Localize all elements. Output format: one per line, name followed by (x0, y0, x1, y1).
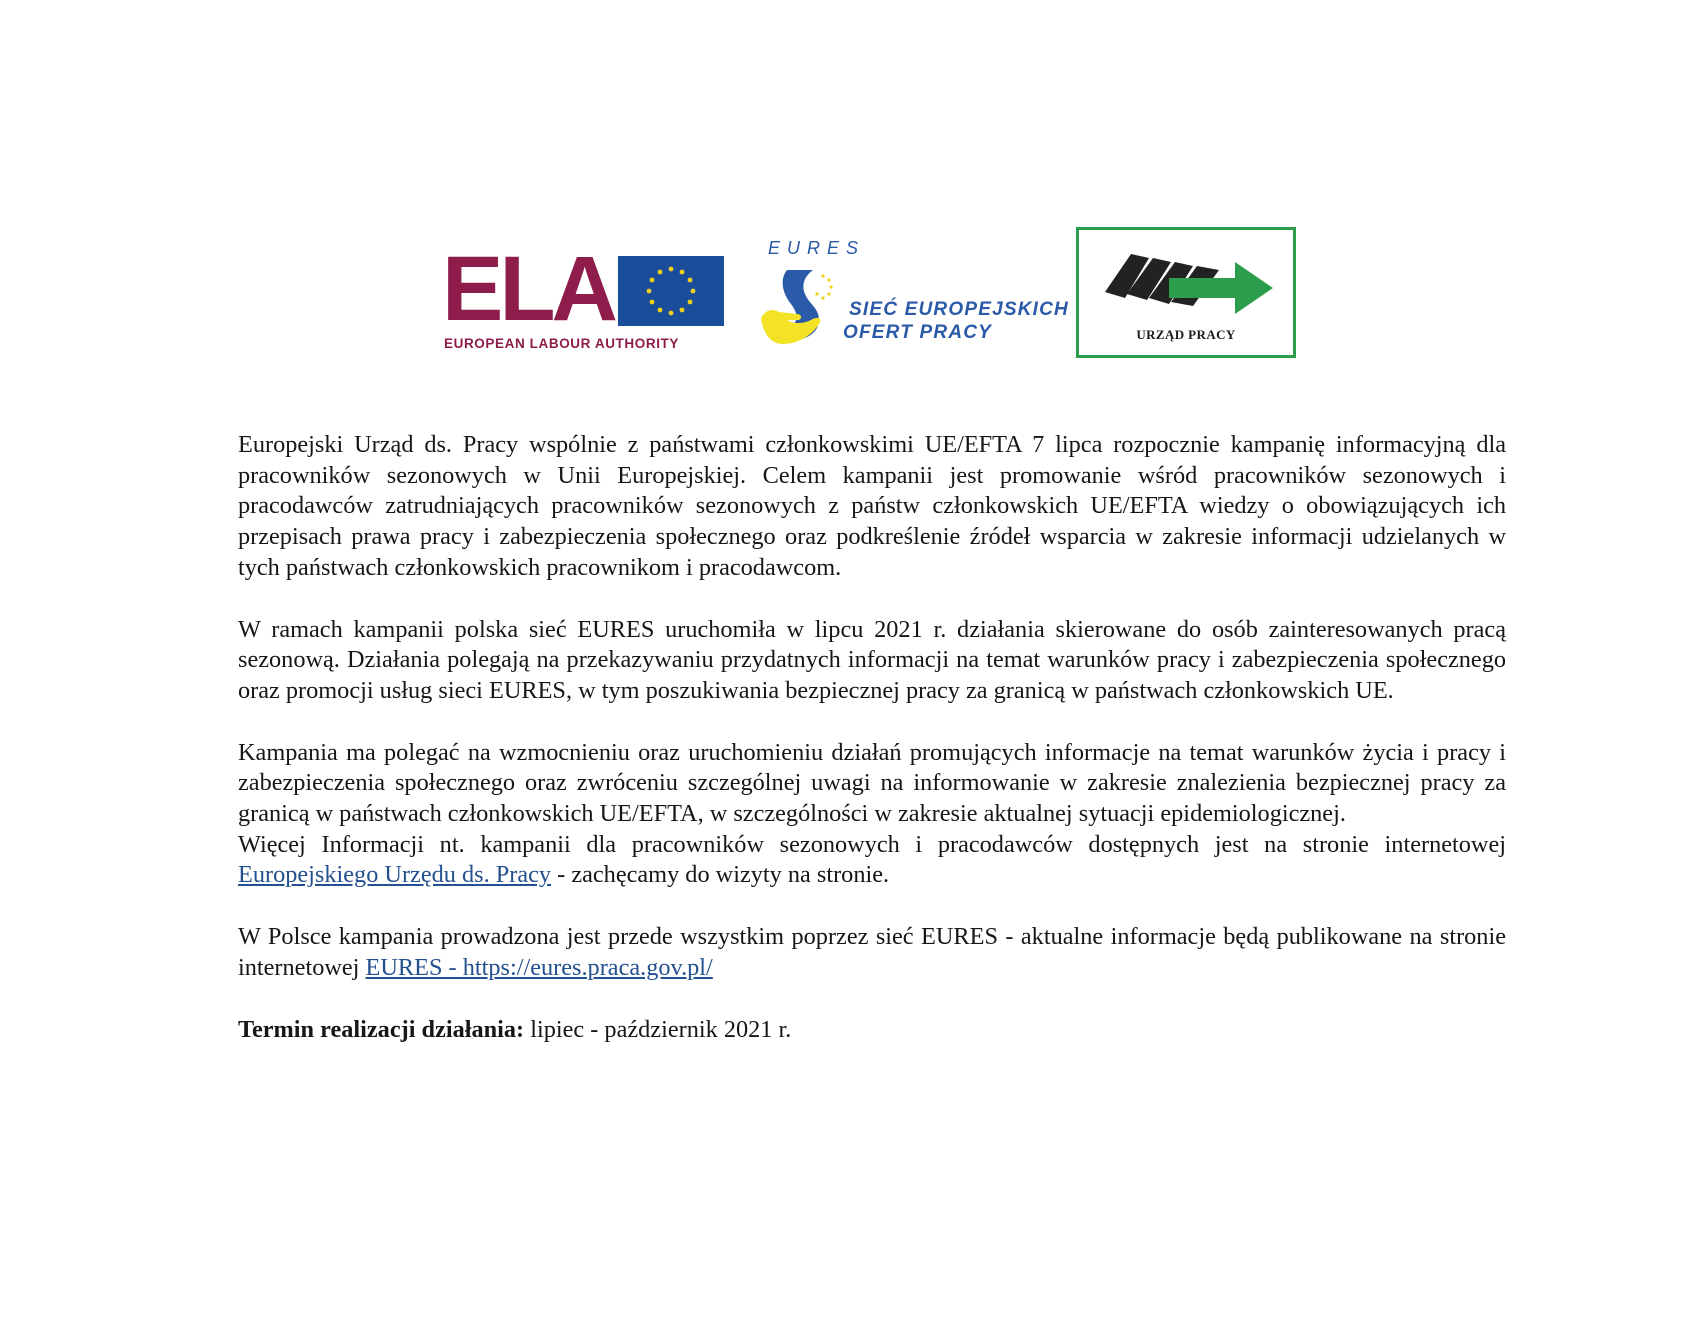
paragraph-eures-actions: W ramach kampanii polska sieć EURES uruchomiła w lipcu 2021 r. działania skierowane do osób zainteresowanych pracą sezonową. Działania polegają na przekazywaniu przydatnych informacji na temat warunków pracy i zabezpieczenia społecznego oraz promocji usług sieci EURES, w tym poszukiwania bezpiecznej pracy za granicą w państwach członkowskich UE. (238, 615, 1506, 704)
more-info-text: Więcej Informacji nt. kampanii dla pracowników sezonowych i pracodawców dostępnych jest na stronie internetowej (238, 830, 1506, 858)
paragraph-term (238, 1015, 1506, 1046)
eures-website-link[interactable]: EURES - https://eures.praca.gov.pl/ (365, 953, 713, 981)
paragraph-intro: Europejski Urząd ds. Pracy wspólnie z państwami członkowskimi UE/EFTA 7 lipca rozpocznie kampanię informacyjną dla pracowników sezonowych w Unii Europejskiej. Celem kampanii jest promowanie wśród pracowników sezonowych i pracodawców zatrudniających pracowników sezonowych z państw członkowskich UE/EFTA wiedzy o obowiązujących ich przepisach prawa pracy i zabezpieczenia społecznego oraz podkreślenie źródeł wsparcia w zakresie informacji udzielanych w tych państwach członkowskich pracownikom i pracodawcom. (238, 431, 1506, 581)
paragraph-poland (238, 922, 1506, 983)
term-value: lipiec - październik 2021 r. (524, 1015, 792, 1043)
document-body (238, 430, 1506, 1045)
ela-website-link[interactable]: Europejskiego Urzędu ds. Pracy (238, 861, 552, 889)
ela-logo-subtitle: EUROPEAN LABOUR AUTHORITY (444, 336, 680, 351)
paragraph-more-info (238, 830, 1506, 891)
urzad-pracy-arrow-icon (1101, 244, 1277, 322)
urzad-pracy-label: URZĄD PRACY (1136, 327, 1236, 342)
eures-logo (757, 238, 1069, 350)
more-info-suffix: - zachęcamy do wizyty na stronie. (551, 861, 890, 889)
eures-logo-line1: SIEĆ EUROPEJSKICH (849, 299, 1069, 320)
urzad-pracy-logo (1076, 227, 1296, 358)
poland-text: W Polsce kampania prowadzona jest przede wszystkim poprzez sieć EURES - aktualne informacje będą publikowane na stronie internetowej (238, 923, 1506, 981)
eures-hand-icon (757, 262, 845, 350)
eures-logo-word: EURES (768, 238, 866, 258)
paragraph-campaign-goals: Kampania ma polegać na wzmocnieniu oraz uruchomieniu działań promujących informacje na temat warunków życia i pracy i zabezpieczenia społecznego oraz zwróceniu szczególnej uwagi na informowanie w zakresie znalezienia bezpiecznej pracy za granicą w państwach członkowskich UE/EFTA, w szczególności w zakresie aktualnej sytuacji epidemiologicznej. (238, 738, 1506, 828)
eures-logo-line2: OFERT PRACY (843, 322, 993, 343)
logo-header (0, 0, 1700, 380)
ela-logo (442, 238, 724, 355)
term-label: Termin realizacji działania: (238, 1015, 525, 1043)
ela-logo-word: ELA (442, 238, 614, 340)
eu-flag-icon (618, 256, 724, 326)
